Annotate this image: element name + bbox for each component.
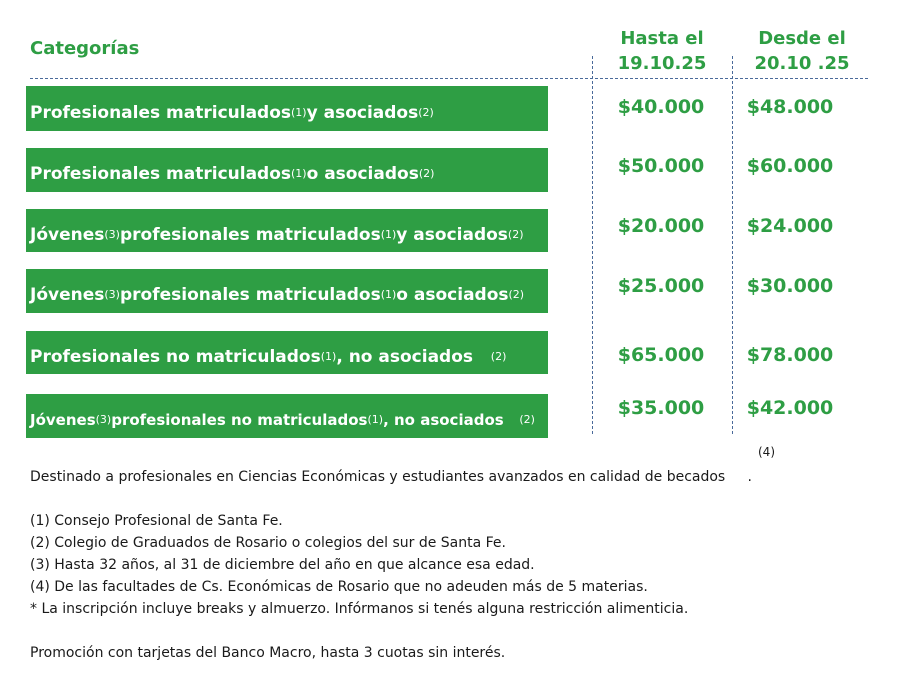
category-text: Jóvenes: [30, 285, 105, 305]
categories-header: Categorías: [30, 38, 140, 59]
category-text: Profesionales matriculados: [30, 164, 292, 184]
footnote-1: (1) Consejo Profesional de Santa Fe.: [30, 513, 283, 529]
price-until-row-5: $65.000: [617, 344, 705, 366]
intro-text: Destinado a profesionales en Ciencias Económicas y estudiantes avanzados en calidad de becados .: [30, 469, 752, 485]
footnote-4-marker: (4): [758, 445, 775, 459]
column-header-from-line1: Desde el: [758, 28, 846, 49]
category-row-2: Profesionales matriculados (1) o asociados (2): [26, 148, 548, 192]
price-until-row-3: $20.000: [617, 215, 705, 237]
price-from-row-2: $60.000: [746, 155, 834, 177]
category-text: y asociados: [306, 102, 419, 123]
category-text: profesionales no matriculados: [111, 411, 368, 429]
category-text: , no asociados: [336, 346, 474, 367]
price-from-row-3: $24.000: [746, 215, 834, 237]
column-header-until-line1: Hasta el: [620, 28, 704, 49]
category-row-3: Jóvenes (3) profesionales matriculados (1) y asociados (2): [26, 209, 548, 252]
category-text: Jóvenes: [30, 411, 96, 429]
column-header-from-line2: 20.10 .25: [754, 53, 850, 74]
price-until-row-6: $35.000: [617, 397, 705, 419]
category-text: y asociados: [396, 224, 508, 245]
column-header-from: [732, 26, 872, 76]
category-text: , no asociados: [383, 411, 504, 429]
price-until-row-4: $25.000: [617, 275, 705, 297]
category-text: profesionales matriculados: [119, 285, 381, 305]
notes-section: [30, 466, 880, 664]
price-from-row-4: $30.000: [746, 275, 834, 297]
category-text: profesionales matriculados: [119, 224, 381, 245]
category-text: Profesionales no matriculados: [30, 346, 321, 367]
category-row-5: Profesionales no matriculados (1) , no asociados (2): [26, 331, 548, 374]
column-divider-1: [592, 56, 593, 434]
price-from-row-5: $78.000: [746, 344, 834, 366]
category-text: Profesionales matriculados: [30, 102, 292, 123]
column-header-until: [592, 26, 732, 76]
footnote-4: (4) De las facultades de Cs. Económicas de Rosario que no adeuden más de 5 materias.: [30, 579, 648, 595]
header-divider: [30, 78, 868, 79]
price-from-row-6: $42.000: [746, 397, 834, 419]
category-row-1: Profesionales matriculados (1) y asociados (2): [26, 86, 548, 131]
category-text: Jóvenes: [30, 224, 105, 245]
promo-text: Promoción con tarjetas del Banco Macro, hasta 3 cuotas sin interés.: [30, 645, 506, 661]
category-row-6: Jóvenes (3) profesionales no matriculados (1) , no asociados (2): [26, 394, 548, 438]
footnote-2: (2) Colegio de Graduados de Rosario o colegios del sur de Santa Fe.: [30, 535, 506, 551]
price-from-row-1: $48.000: [746, 96, 834, 118]
footnote-asterisk: * La inscripción incluye breaks y almuerzo. Infórmanos si tenés alguna restricción alimenticia.: [30, 601, 689, 617]
category-row-4: Jóvenes (3) profesionales matriculados (1) o asociados (2): [26, 269, 548, 313]
category-text: o asociados: [306, 164, 419, 184]
column-header-until-line2: 19.10.25: [617, 53, 707, 74]
category-text: o asociados: [396, 285, 509, 305]
footnote-3: (3) Hasta 32 años, al 31 de diciembre del año en que alcance esa edad.: [30, 557, 535, 573]
price-until-row-1: $40.000: [617, 96, 705, 118]
price-until-row-2: $50.000: [617, 155, 705, 177]
